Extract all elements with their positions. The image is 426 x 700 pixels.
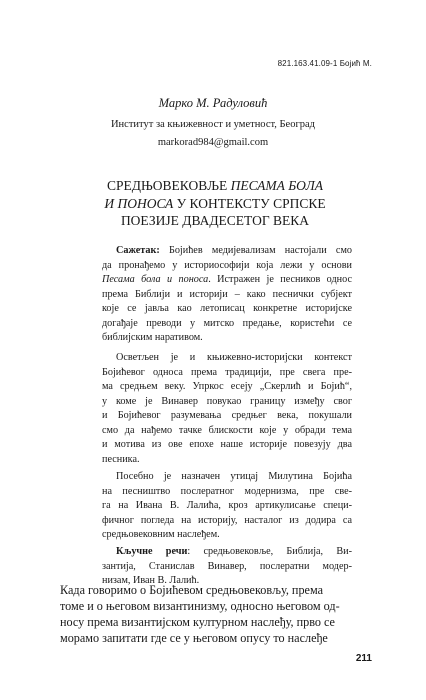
author-affiliation: Институт за књижевност и уметност, Београд: [110, 119, 316, 130]
keywords-label: Кључне речи: [116, 546, 188, 557]
udc-classification: 821.163.41.09-1 Бојић М.: [277, 59, 372, 68]
book-title: Песама бола и поноса: [102, 274, 209, 285]
title-line-1: СРЕДЊОВЕКОВЉЕ ПЕСАМА БОЛА: [107, 178, 323, 193]
author-email[interactable]: markorad984@gmail.com: [157, 137, 269, 148]
abstract-paragraph-2: Осветљен је и књижевно-историјски контекст Бојићевог односа према традицији, пре свега пре- ма средњем веку. Упркос есеју „Скерлић и Бојић“, у коме је Винавер повукао границу између свог и Бојићевог разумевања средњег века, покушали смо да нађемо тачке блискости које у обради тема и мотива из ове епохе наше историје повезују два песника.: [102, 352, 352, 465]
title-line-3: ПОЕЗИЈЕ ДВАДЕСЕТОГ ВЕКА: [120, 213, 310, 228]
abstract-paragraph-1: Сажетак: Бојићев медијевализам настојали смо да пронађемо у историософији која лежи у основи Песама бола и поноса. Истражен је песников однос према Библији и историји – како песнички субјект које се јавља као летописац конкретне историјске догађаје преводи у митско предање, користећи се библијским наративом.: [102, 245, 352, 343]
author-name: Марко М. Радуловић: [158, 96, 268, 110]
abstract-paragraph-3: Посебно је назначен утицај Милутина Бојића на песништво послератног модернизма, пре све- га на Ивана В. Лалића, кроз артикулисање специ- фичног погледа на историју, насталог из додира са средњовековним наслеђем.: [102, 471, 352, 540]
abstract-label: Сажетак:: [116, 245, 160, 256]
body-paragraph: Када говоримо о Бојићевом средњовековљу, према томе и о његовом византинизму, односно његовом од- носу према византијском културном наслеђу, прво се морамо запитати где се у његовом опусу то наслеђе: [60, 583, 340, 645]
article-title: [60, 177, 370, 230]
title-line-2: И ПОНОСА У КОНТЕКСТУ СРПСКЕ: [104, 195, 326, 211]
page-number: 211: [355, 653, 372, 664]
keywords: Кључне речи: средњовековље, Библија, Ви- зантија, Станислав Винавер, послератни модер- низам, Иван В. Лалић.: [102, 546, 352, 586]
